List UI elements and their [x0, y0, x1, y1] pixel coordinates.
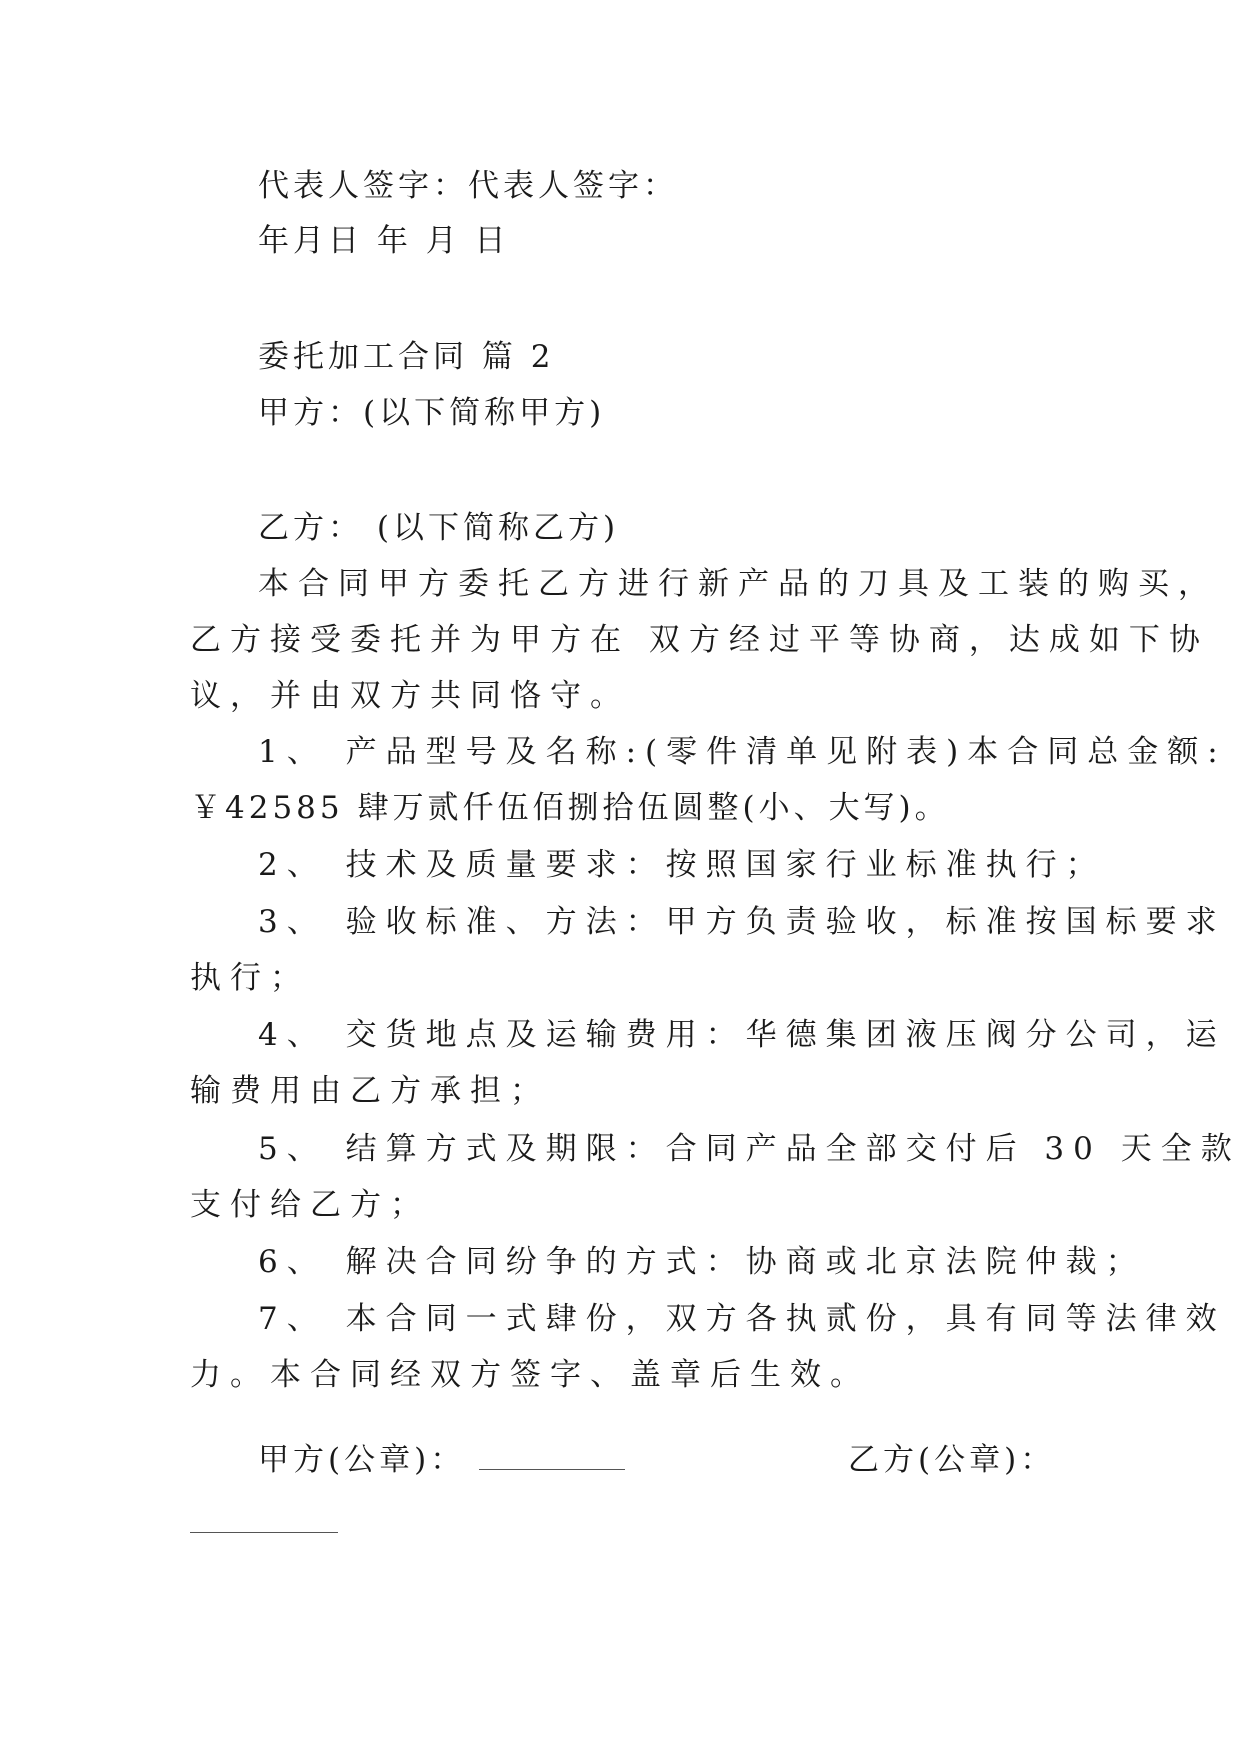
clause-1-line-1: 1、 产品型号及名称:(零件清单见附表)本合同总金额:: [258, 734, 1227, 770]
date-line: 年月日 年 月 日: [258, 223, 510, 259]
clause-6-line-1: 6、 解决合同纷争的方式：协商或北京法院仲裁；: [258, 1244, 1146, 1280]
seal-a-blank: [479, 1441, 625, 1470]
contract-heading: 委托加工合同 篇 2: [258, 339, 555, 375]
clause-4-line-2: 输费用由乙方承担；: [190, 1073, 550, 1109]
clause-3-line-2: 执行；: [190, 960, 310, 996]
seal-a-row: [258, 1440, 625, 1480]
clause-1-line-2: ￥42585 肆万贰仟伍佰捌拾伍圆整(小、大写)。: [190, 790, 950, 826]
seal-a-label: 甲方(公章)：: [258, 1442, 466, 1478]
signature-line: 代表人签字：代表人签字：: [258, 168, 678, 204]
seal-b-blank: [190, 1532, 338, 1533]
party-b-line: 乙方： (以下简称乙方): [258, 510, 620, 546]
clause-4-line-1: 4、 交货地点及运输费用：华德集团液压阀分公司，运: [258, 1017, 1226, 1053]
party-a-line: 甲方：(以下简称甲方): [258, 395, 606, 431]
intro-line-2: 乙方接受委托并为甲方在 双方经过平等协商，达成如下协: [190, 622, 1209, 658]
clause-7-line-2: 力。本合同经双方签字、盖章后生效。: [190, 1357, 870, 1393]
seal-b-label: 乙方(公章)：: [848, 1442, 1056, 1478]
clause-5-line-2: 支付给乙方；: [190, 1187, 430, 1223]
clause-5-line-1: 5、 结算方式及期限：合同产品全部交付后 30 天全款: [258, 1131, 1241, 1167]
clause-7-line-1: 7、 本合同一式肆份，双方各执贰份，具有同等法律效: [258, 1301, 1226, 1337]
clause-3-line-1: 3、 验收标准、方法：甲方负责验收，标准按国标要求: [258, 904, 1226, 940]
intro-line-3: 议，并由双方共同恪守。: [190, 678, 630, 714]
clause-2-line-1: 2、 技术及质量要求：按照国家行业标准执行；: [258, 847, 1106, 883]
intro-line-1: 本合同甲方委托乙方进行新产品的刀具及工装的购买，: [258, 566, 1218, 602]
